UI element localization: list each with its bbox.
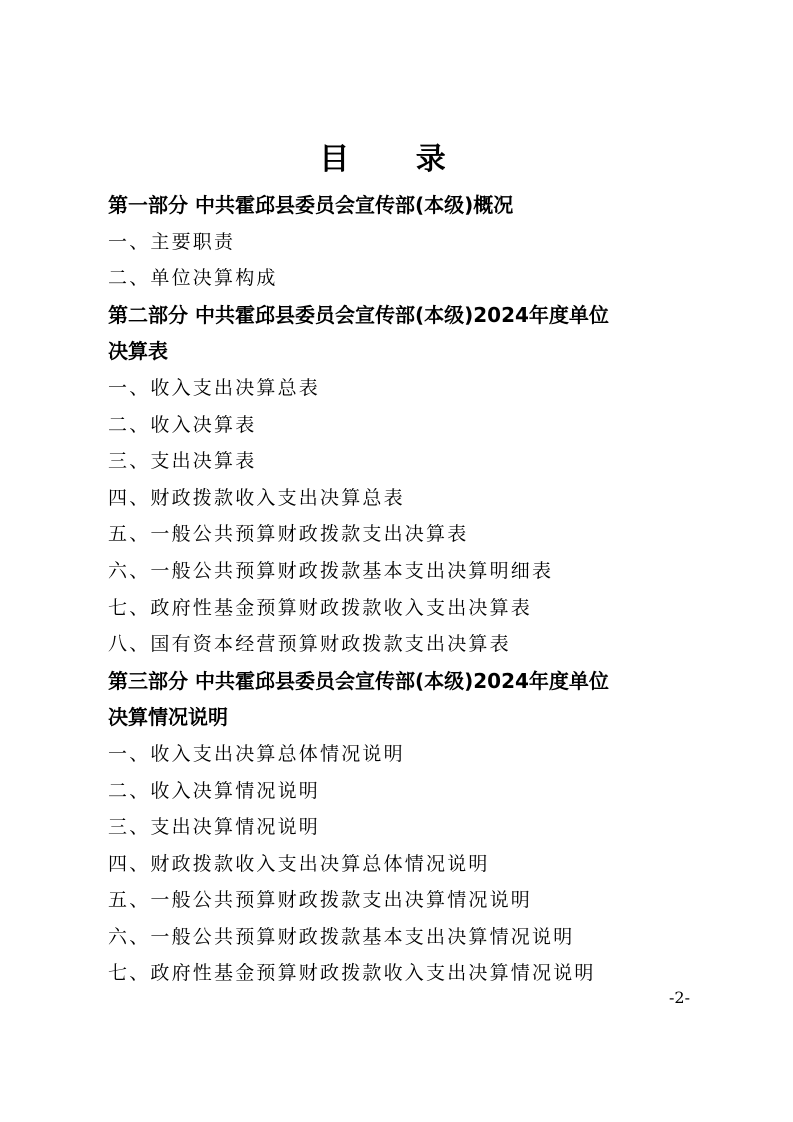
toc-part-heading-continued: 决算表 [108, 339, 168, 364]
toc-part-heading-continued: 决算情况说明 [108, 705, 228, 730]
toc-part-heading: 第三部分 中共霍邱县委员会宣传部(本级)2024年度单位 [108, 668, 609, 693]
page-number: -2- [669, 988, 690, 1007]
toc-item: 六、一般公共预算财政拨款基本支出决算明细表 [108, 559, 554, 582]
toc-item: 二、收入决算情况说明 [108, 779, 321, 802]
toc-item: 一、主要职责 [108, 230, 236, 253]
toc-part-heading: 第二部分 中共霍邱县委员会宣传部(本级)2024年度单位 [108, 302, 609, 327]
toc-item: 四、财政拨款收入支出决算总体情况说明 [108, 852, 490, 875]
toc-part-heading: 第一部分 中共霍邱县委员会宣传部(本级)概况 [108, 193, 514, 217]
toc-item: 五、一般公共预算财政拨款支出决算情况说明 [108, 889, 533, 912]
table-of-contents [108, 187, 708, 992]
toc-item: 一、收入支出决算总表 [108, 376, 321, 399]
toc-item: 一、收入支出决算总体情况说明 [108, 742, 405, 765]
toc-item: 八、国有资本经营预算财政拨款支出决算表 [108, 633, 511, 656]
toc-item: 七、政府性基金预算财政拨款收入支出决算情况说明 [108, 962, 596, 985]
toc-item: 三、支出决算情况说明 [108, 816, 321, 839]
toc-item: 六、一般公共预算财政拨款基本支出决算情况说明 [108, 925, 575, 948]
toc-item: 二、单位决算构成 [108, 267, 278, 290]
page-title: 目 录 [319, 142, 474, 177]
toc-item: 四、财政拨款收入支出决算总表 [108, 486, 405, 509]
toc-item: 三、支出决算表 [108, 450, 257, 473]
toc-item: 二、收入决算表 [108, 413, 257, 436]
toc-item: 五、一般公共预算财政拨款支出决算表 [108, 523, 469, 546]
toc-item: 七、政府性基金预算财政拨款收入支出决算表 [108, 596, 533, 619]
